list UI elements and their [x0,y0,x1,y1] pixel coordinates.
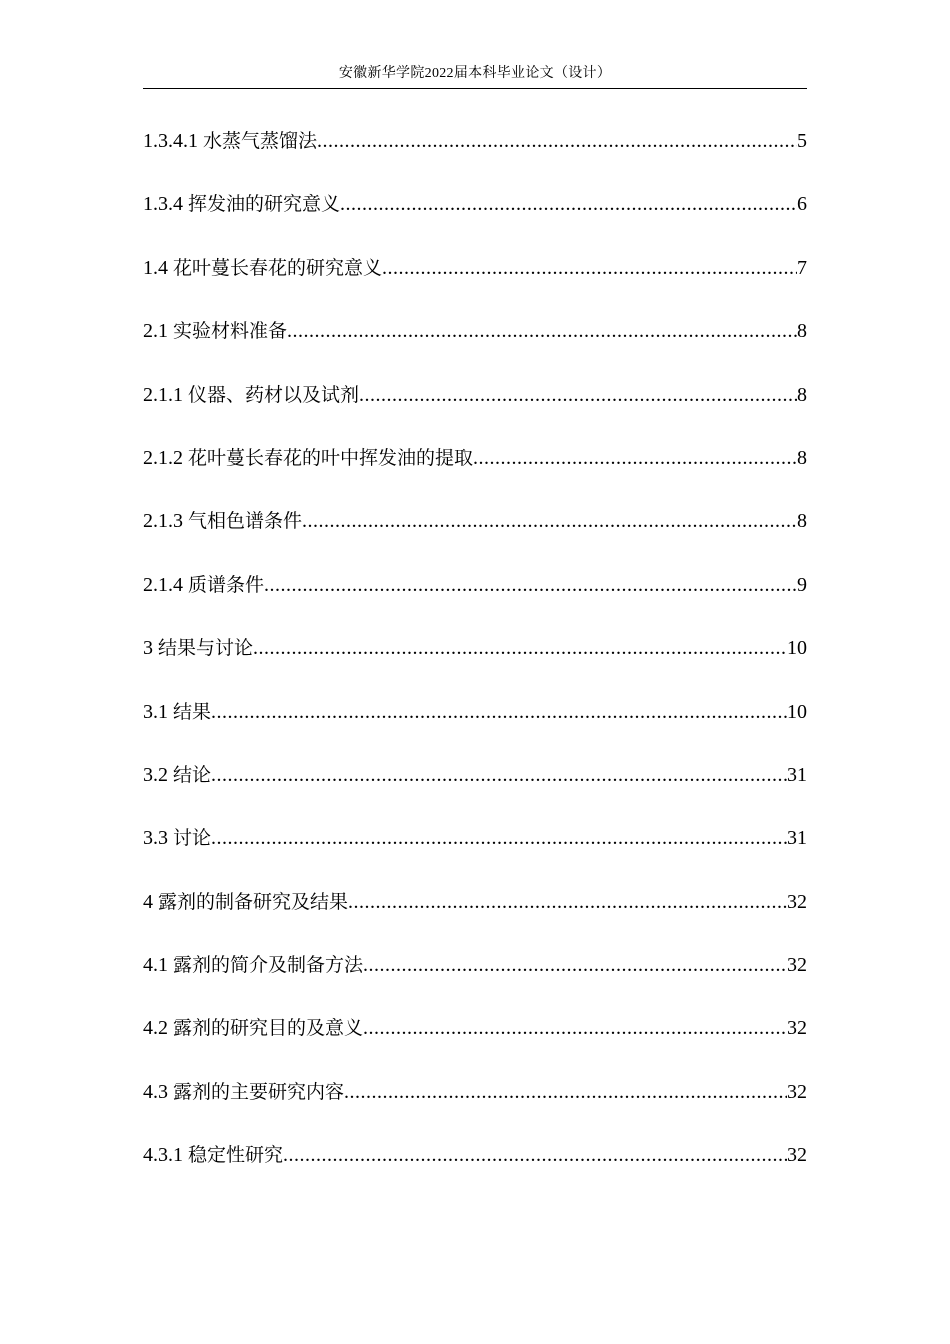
toc-entry-title [143,124,317,158]
toc-leader-dots [211,695,787,729]
toc-entry-title [143,948,363,982]
toc-leader-dots [340,187,797,221]
toc-entry-page: 8 [797,383,807,406]
toc-leader-dots [382,251,797,285]
toc-entry[interactable] [143,631,807,694]
toc-entry-number: 3.2 [143,763,168,786]
toc-entry[interactable] [143,1075,807,1138]
toc-entry-title [143,441,473,475]
toc-entry-title [143,1138,283,1172]
toc-entry[interactable] [143,504,807,567]
table-of-contents [143,124,807,1202]
toc-entry-text: 露剂的制备研究及结果 [158,890,349,913]
toc-entry-text: 结果与讨论 [158,637,254,660]
toc-leader-dots [344,1075,787,1109]
toc-entry[interactable] [143,124,807,187]
toc-entry-number: 1.4 [143,256,168,279]
toc-entry[interactable] [143,695,807,758]
toc-entry-page: 32 [787,890,807,913]
toc-leader-dots [211,821,787,855]
toc-entry-number: 2.1.3 [143,510,183,533]
toc-entry[interactable] [143,821,807,884]
toc-leader-dots [363,948,787,982]
toc-entry-page: 10 [787,637,807,660]
toc-entry-text: 实验材料准备 [173,320,288,343]
toc-entry-page: 7 [797,256,807,279]
toc-entry[interactable] [143,1011,807,1074]
toc-entry-title [143,314,287,348]
toc-entry-page: 32 [787,1080,807,1103]
toc-leader-dots [253,631,787,665]
toc-entry-text: 讨论 [173,827,212,850]
toc-entry[interactable] [143,948,807,1011]
toc-entry-text: 花叶蔓长春花的叶中挥发油的提取 [188,446,474,469]
toc-leader-dots [264,568,797,602]
toc-entry-title [143,885,348,919]
toc-entry-title [143,821,211,855]
toc-entry-title [143,568,264,602]
toc-entry-title [143,695,211,729]
toc-entry-number: 2.1.2 [143,446,183,469]
toc-entry-text: 质谱条件 [188,573,265,596]
toc-entry-text: 露剂的主要研究内容 [173,1080,345,1103]
toc-leader-dots [211,758,787,792]
toc-entry-title [143,504,302,538]
toc-entry-page: 9 [797,573,807,596]
toc-entry-title [143,187,340,221]
toc-entry-page: 32 [787,954,807,977]
toc-entry-number: 1.3.4.1 [143,130,198,152]
toc-entry-number: 4.3 [143,1080,168,1103]
toc-entry-text: 露剂的研究目的及意义 [173,1017,364,1040]
toc-entry[interactable] [143,251,807,314]
toc-leader-dots [363,1011,787,1045]
toc-entry-page: 8 [797,320,807,343]
toc-entry-number: 3.3 [143,827,168,850]
toc-entry[interactable] [143,378,807,441]
toc-leader-dots [473,441,797,475]
toc-entry-title [143,251,382,285]
toc-entry-title [143,378,359,412]
toc-leader-dots [287,314,797,348]
toc-entry-page: 8 [797,510,807,533]
toc-entry-title [143,758,211,792]
toc-entry[interactable] [143,885,807,948]
toc-entry-text: 花叶蔓长春花的研究意义 [173,256,383,279]
toc-entry-number: 1.3.4 [143,193,183,216]
toc-entry-title [143,1011,363,1045]
toc-entry[interactable] [143,568,807,631]
toc-entry-text: 仪器、药材以及试剂 [188,383,360,406]
toc-leader-dots [359,378,797,412]
toc-leader-dots [348,885,787,919]
toc-entry-text: 气相色谱条件 [188,510,303,533]
toc-entry-text: 水蒸气蒸馏法 [203,130,318,152]
toc-entry-number: 4 [143,890,153,913]
toc-entry-page: 10 [787,700,807,723]
toc-leader-dots [283,1138,787,1172]
toc-entry[interactable] [143,187,807,250]
toc-entry[interactable] [143,758,807,821]
toc-entry-page: 6 [797,193,807,216]
toc-entry-page: 8 [797,446,807,469]
toc-entry-page: 32 [787,1017,807,1040]
toc-entry-title [143,1075,344,1109]
toc-entry-text: 挥发油的研究意义 [188,193,341,216]
page-header [143,64,807,89]
toc-entry-number: 4.3.1 [143,1144,183,1167]
toc-entry-number: 4.2 [143,1017,168,1040]
toc-leader-dots [302,504,797,538]
toc-entry[interactable] [143,314,807,377]
toc-entry-text: 结论 [173,763,212,786]
toc-entry-number: 3 [143,637,153,660]
toc-entry-text: 露剂的简介及制备方法 [173,954,364,977]
toc-entry-number: 3.1 [143,700,168,723]
toc-entry-text: 稳定性研究 [188,1144,284,1167]
toc-entry[interactable] [143,1138,807,1201]
toc-entry-title [143,631,253,665]
toc-leader-dots [317,124,797,158]
toc-entry-number: 4.1 [143,954,168,977]
toc-entry[interactable] [143,441,807,504]
toc-entry-page: 31 [787,763,807,786]
toc-entry-page: 31 [787,827,807,850]
toc-entry-page: 32 [787,1144,807,1167]
toc-entry-number: 2.1.1 [143,383,183,406]
toc-entry-number: 2.1.4 [143,573,183,596]
header-text: 安徽新华学院2022届本科毕业论文（设计） [338,66,612,81]
toc-entry-page: 5 [797,130,807,152]
toc-entry-number: 2.1 [143,320,168,343]
toc-entry-text: 结果 [173,700,212,723]
